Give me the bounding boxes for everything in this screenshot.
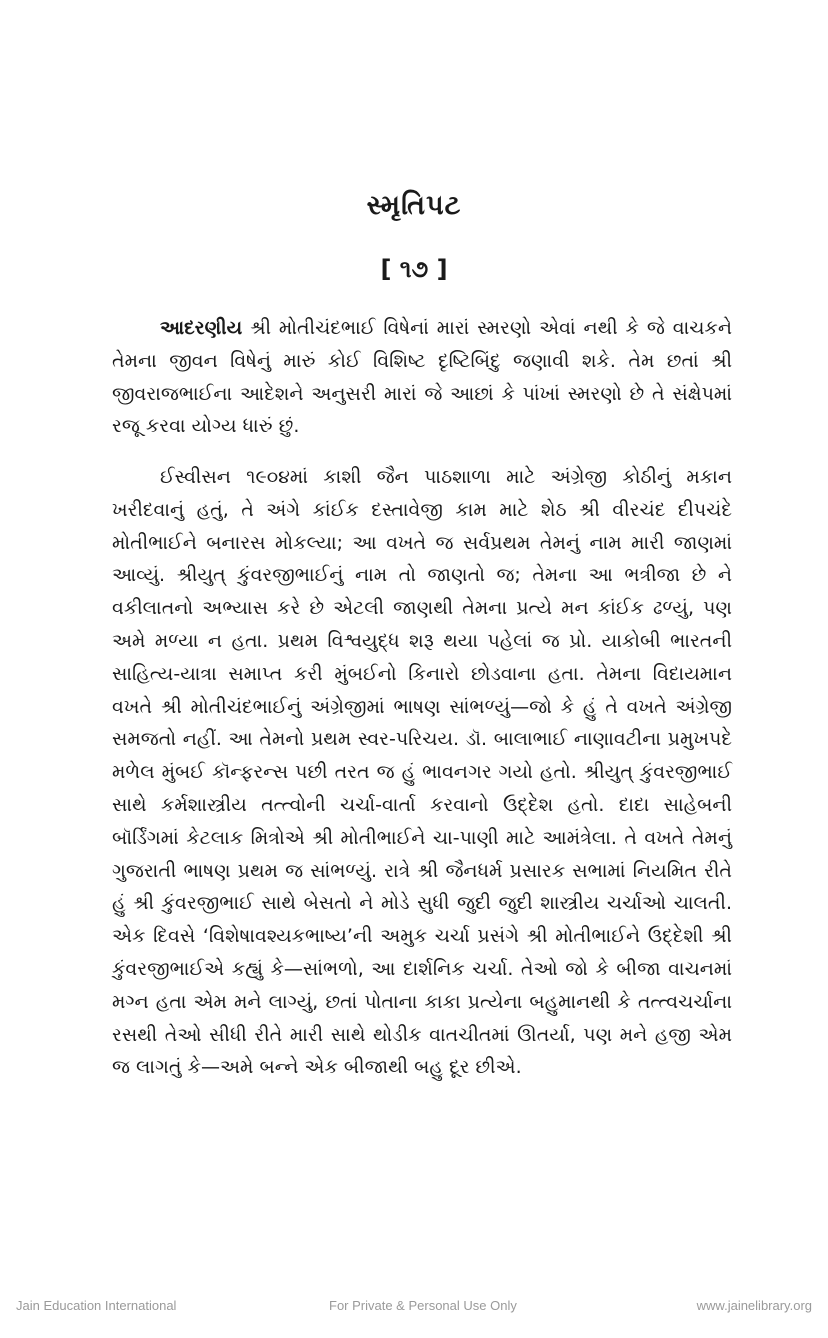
footer-publisher: Jain Education International	[16, 1298, 177, 1313]
paragraph-1	[112, 312, 732, 443]
footer-usage-notice: For Private & Personal Use Only	[329, 1298, 517, 1313]
paragraph-lead-word: આદરણીય	[160, 317, 243, 339]
paragraph-2	[112, 461, 732, 1084]
chapter-number: [ ૧૭ ]	[380, 255, 448, 283]
paragraph-text: શ્રી મોતીચંદભાઈ વિષેનાં મારાં સ્મરણો એવાં નથી કે જે વાચકને તેમના જીવન વિષેનું મારું કોઈ વિશિષ્ટ દૃષ્ટિબિંદુ જણાવી શકે. તેમ છતાં શ્રી જીવરાજભાઈના આદેશને અનુસરી મારાં જે આછાં કે પાંખાં સ્મરણો છે તે સંક્ષેપમાં રજૂ કરવા યોગ્ય ધારું છું.	[112, 317, 732, 438]
footer-website-link[interactable]: www.jainelibrary.org	[696, 1298, 812, 1313]
paragraph-text: ઈસ્વીસન ૧૯૦૪માં કાશી જૈન પાઠશાળા માટે અંગ્રેજી કોઠીનું મકાન ખરીદવાનું હતું, તે અંગે કાંઈક દસ્તાવેજી કામ માટે શેઠ શ્રી વીરચંદ દીપચંદે મોતીભાઈને બનારસ મોકલ્યા; આ વખતે જ સર્વપ્રથમ તેમનું નામ મારી જાણમાં આવ્યું. શ્રીયુત્ કુંવરજીભાઈનું નામ તો જાણતો જ; તેમના આ ભત્રીજા છે ને વકીલાતનો અભ્યાસ કરે છે એટલી જાણથી તેમના પ્રત્યે મન કાંઈક ઢળ્યું, પણ અમે મળ્યા ન હતા. પ્રથમ વિશ્વયુદ્ધ શરૂ થયા પહેલાં જ પ્રો. યાકોબી ભારતની સાહિત્ય-યાત્રા સમાપ્ત કરી મુંબઈનો કિનારો છોડવાના હતા. તેમના વિદાયમાન વખતે શ્રી મોતીચંદભાઈનું અંગ્રેજીમાં ભાષણ સાંભળ્યું—જો કે હું તે વખતે અંગ્રેજી સમજતો નહીં. આ તેમનો પ્રથમ સ્વર-પરિચય. ડૉ. બાલાભાઈ નાણાવટીના પ્રમુખપદે મળેલ મુંબઈ કૉન્ફરન્સ પછી તરત જ હું ભાવનગર ગયો હતો. શ્રીયુત્ કુંવરજીભાઈ સાથે કર્મશાસ્ત્રીય તત્ત્વોની ચર્ચા-વાર્તા કરવાનો ઉદ્દેશ હતો. દાદા સાહેબની બૉર્ડિંગમાં કેટલાક મિત્રોએ શ્રી મોતીભાઈને ચા-પાણી માટે આમંત્રેલા. તે વખતે તેમનું ગુજરાતી ભાષણ પ્રથમ જ સાંભળ્યું. રાત્રે શ્રી જૈનધર્મ પ્રસારક સભામાં નિયમિત રીતે હું શ્રી કુંવરજીભાઈ સાથે બેસતો ને મોડે સુધી જુદી જુદી શાસ્ત્રીય ચર્ચાઓ ચાલતી. એક દિવસે ‘વિશેષાવશ્યકભાષ્ય’ની અમુક ચર્ચા પ્રસંગે શ્રી મોતીભાઈને ઉદ્દેશી શ્રી કુંવરજીભાઈએ કહ્યું કે—સાંભળો, આ દાર્શનિક ચર્ચા. તેઓ જો કે બીજા વાચનમાં મગ્ન હતા એમ મને લાગ્યું, છતાં પોતાના કાકા પ્રત્યેના બહુમાનથી કે તત્ત્વચર્ચાના રસથી તેઓ સીધી રીતે મારી સાથે થોડીક વાતચીતમાં ઊતર્યા, પણ મને હજી એમ જ લાગતું કે—અમે બન્ને એક બીજાથી બહુ દૂર છીએ.	[112, 466, 732, 1079]
page-footer	[0, 1298, 828, 1318]
page-title: સ્મૃતિપટ	[366, 190, 462, 221]
